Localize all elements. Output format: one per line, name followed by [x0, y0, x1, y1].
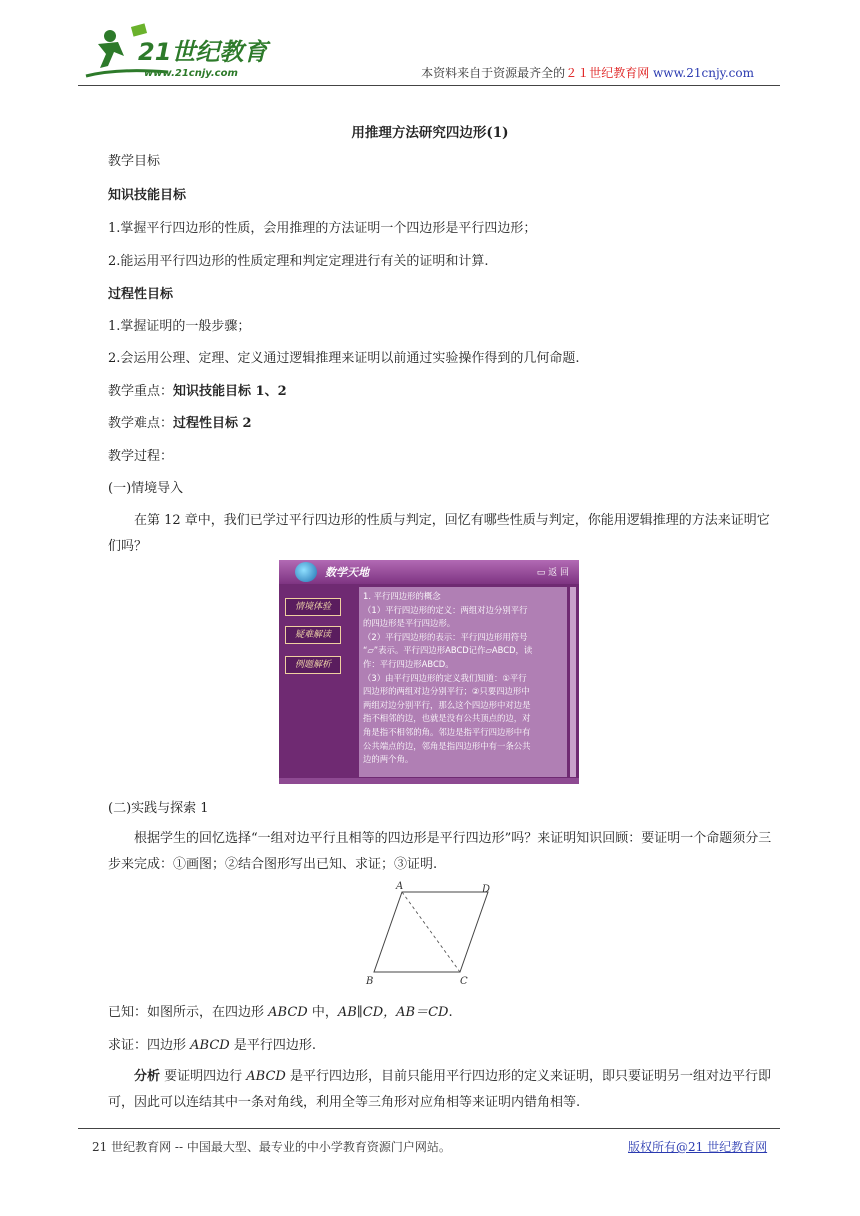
- screenshot-line: （2）平行四边形的表示：平行四边形用符号: [363, 631, 528, 642]
- screenshot-line: 两组对边分别平行，那么这个四边形中对边是: [363, 699, 531, 710]
- knowledge-item-1: 1.掌握平行四边形的性质，会用推理的方法证明一个四边形是平行四边形；: [108, 221, 537, 236]
- label-b: B: [366, 976, 374, 987]
- label-d: D: [482, 884, 491, 895]
- known-mid: 中，: [307, 1005, 338, 1020]
- focus-label: 教学重点：: [108, 384, 174, 399]
- label-c: C: [460, 976, 468, 987]
- teaching-focus: [108, 383, 287, 401]
- screenshot-line: 指不相邻的边，也就是没有公共顶点的边，对: [363, 713, 531, 724]
- screenshot-button-3: 例题解析: [285, 656, 341, 674]
- label-a: A: [396, 881, 404, 892]
- page-header: [78, 22, 780, 86]
- screenshot-title: 数学天地: [325, 566, 369, 579]
- analysis-pre: 要证明四边行: [160, 1069, 247, 1084]
- screenshot-line: 边的两个角。: [363, 754, 414, 765]
- header-note-prefix: 本资料来自于资源最齐全的: [421, 66, 566, 80]
- screenshot-line: （1）平行四边形的定义：两组对边分别平行: [363, 604, 528, 615]
- embedded-screenshot: [279, 560, 579, 784]
- teaching-difficulty: [108, 415, 252, 433]
- section-2-heading: (二)实践与探索 1: [108, 801, 209, 816]
- prove-suffix: 是平行四边形.: [229, 1038, 316, 1053]
- page-title: 用推理方法研究四边形(1): [351, 125, 509, 141]
- prove-prefix: 求证：四边形: [108, 1038, 191, 1053]
- analysis-paragraph: [108, 1064, 780, 1116]
- screenshot-line: 四边形的两组对边分别平行；②只要四边形中: [363, 686, 530, 697]
- footer-divider: [78, 1128, 780, 1129]
- focus-value: 知识技能目标 1、2: [173, 384, 287, 399]
- difficulty-value: 过程性目标 2: [173, 416, 252, 431]
- knowledge-item-2: 2.能运用平行四边形的性质定理和判定定理进行有关的证明和计算.: [108, 254, 489, 269]
- teaching-procedure: 教学过程：: [108, 449, 174, 464]
- analysis-label: 分析: [134, 1069, 161, 1084]
- process-item-2: 2.会运用公理、定理、定义通过逻辑推理来证明以前通过实验操作得到的几何命题.: [108, 351, 580, 366]
- screenshot-line: 1. 平行四边形的概念: [363, 591, 441, 601]
- difficulty-label: 教学难点：: [108, 416, 174, 431]
- analysis-abcd: ABCD: [246, 1069, 286, 1084]
- screenshot-button-2: 疑难解读: [285, 626, 341, 644]
- screenshot-line: 角是指不相邻的角。邻边是指平行四边形中有: [363, 726, 531, 737]
- footer-text: 21 世纪教育网 -- 中国最大型、最专业的中小学教育资源门户网站。: [92, 1140, 451, 1154]
- parallelogram-figure: [364, 880, 500, 988]
- globe-icon: [295, 562, 317, 582]
- known-end: .: [448, 1005, 453, 1020]
- screenshot-scrollbar: [570, 587, 576, 777]
- footer-copyright-link[interactable]: 版权所有@21 世纪教育网: [628, 1140, 768, 1154]
- header-note-site[interactable]: ２１世纪教育网: [565, 66, 650, 80]
- screenshot-back-button: ▭ 返 回: [536, 568, 569, 578]
- screenshot-button-1: 情境体验: [285, 598, 341, 616]
- known-prefix: 已知：如图所示，在四边形: [108, 1005, 269, 1020]
- header-note-url[interactable]: www.21cnjy.com: [653, 66, 754, 80]
- teaching-goal: 教学目标: [108, 154, 161, 169]
- section-1-heading: (一)情境导入: [108, 481, 184, 496]
- knowledge-heading: 知识技能目标: [108, 188, 187, 203]
- screenshot-line: 公共端点的边，邻角是指四边形中有一条公共: [363, 740, 531, 751]
- screenshot-line: 的四边形是平行四边形。: [363, 618, 456, 629]
- screenshot-text: [363, 590, 563, 767]
- screenshot-bottom-bar: [279, 778, 579, 784]
- known-statement: [108, 1004, 453, 1022]
- explore-paragraph: 根据学生的回忆选择“一组对边平行且相等的四边形是平行四边形”吗？来证明知识回顾：要证明一个命题须分三步来完成：①画图；②结合图形写出已知、求证；③证明.: [108, 831, 772, 872]
- diagonal-ac: [402, 892, 460, 972]
- known-condition: AB∥CD，AB＝CD: [337, 1005, 449, 1020]
- process-heading: 过程性目标: [108, 287, 174, 302]
- site-logo: [78, 22, 278, 84]
- logo-text: 21世纪教育: [138, 38, 268, 66]
- known-abcd: ABCD: [268, 1005, 308, 1020]
- process-item-1: 1.掌握证明的一般步骤；: [108, 319, 251, 334]
- intro-paragraph: 在第 12 章中，我们已学过平行四边形的性质与判定，回忆有哪些性质与判定，你能用逻辑推理的方法来证明它们吗？: [108, 513, 770, 554]
- prove-statement: [108, 1037, 316, 1055]
- screenshot-line: （3）由平行四边形的定义我们知道：①平行: [363, 672, 527, 683]
- screenshot-line: 作：平行四边形ABCD。: [363, 658, 454, 669]
- prove-abcd: ABCD: [190, 1038, 230, 1053]
- logo-url: www.21cnjy.com: [144, 68, 238, 79]
- screenshot-line: “▱”表示。平行四边形ABCD记作▱ABCD，读: [363, 645, 533, 656]
- header-note: [421, 64, 754, 81]
- screenshot-titlebar: [279, 560, 579, 584]
- analysis-post: 是平行四边形，目前只能用平行四边形的定义来证明，即只要证明另一组对边平行即可，因此可以连结其中一条对角线，利用全等三角形对应角相等来证明内错角相等.: [108, 1069, 771, 1110]
